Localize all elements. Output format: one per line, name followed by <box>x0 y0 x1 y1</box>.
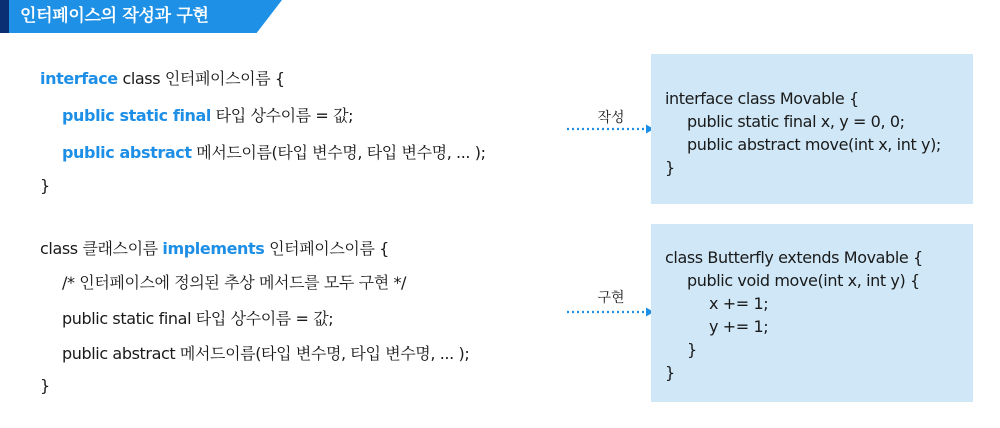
implement-arrow-icon <box>566 307 656 317</box>
example-class-line-2: public void move(int x, int y) { <box>687 271 920 290</box>
example-class-line-3: x += 1; <box>709 294 769 313</box>
example-class-line-6: } <box>665 363 675 382</box>
implements-syntax-text: class 클래스이름 <box>40 239 163 258</box>
implements-syntax-line-1 <box>40 236 389 259</box>
title-accent-bar <box>0 0 9 33</box>
example-class-box <box>651 224 973 402</box>
example-interface-line-3: public abstract move(int x, int y); <box>687 135 941 154</box>
interface-syntax-line-1 <box>40 66 285 89</box>
keyword-interface: interface <box>40 69 118 88</box>
example-interface-line-2: public static final x, y = 0, 0; <box>687 112 905 131</box>
implements-syntax-line-3: public static final 타입 상수이름 = 값; <box>62 309 334 328</box>
example-class-line-4: y += 1; <box>709 317 769 336</box>
example-interface-line-4: } <box>665 158 675 177</box>
implements-syntax-line-4: public abstract 메서드이름(타입 변수명, 타입 변수명, ... ); <box>62 344 470 363</box>
interface-syntax-line-4: } <box>40 176 50 195</box>
implements-syntax-line-2: /* 인터페이스에 정의된 추상 메서드를 모두 구현 */ <box>62 273 407 292</box>
write-arrow-icon <box>566 124 656 134</box>
interface-syntax-line-3 <box>62 140 486 163</box>
example-class-line-5: } <box>687 340 697 359</box>
implements-syntax-line-5: } <box>40 376 50 395</box>
keyword-public-static-final: public static final <box>62 106 211 125</box>
arrow-implement-label: 구현 <box>597 290 625 306</box>
keyword-implements: implements <box>162 239 265 258</box>
interface-syntax-text: 메서드이름(타입 변수명, 타입 변수명, ... ); <box>191 143 486 162</box>
interface-syntax-text: class 인터페이스이름 { <box>117 69 285 88</box>
implements-syntax-text: 인터페이스이름 { <box>264 239 389 258</box>
interface-syntax-text: 타입 상수이름 = 값; <box>211 106 354 125</box>
page-title: 인터페이스의 작성과 구현 <box>20 6 209 26</box>
example-interface-box <box>651 54 973 204</box>
example-class-line-1: class Butterfly extends Movable { <box>665 248 923 267</box>
example-interface-line-1: interface class Movable { <box>665 89 859 108</box>
arrow-write-label: 작성 <box>597 110 625 126</box>
keyword-public-abstract: public abstract <box>62 143 192 162</box>
interface-syntax-line-2 <box>62 103 353 126</box>
